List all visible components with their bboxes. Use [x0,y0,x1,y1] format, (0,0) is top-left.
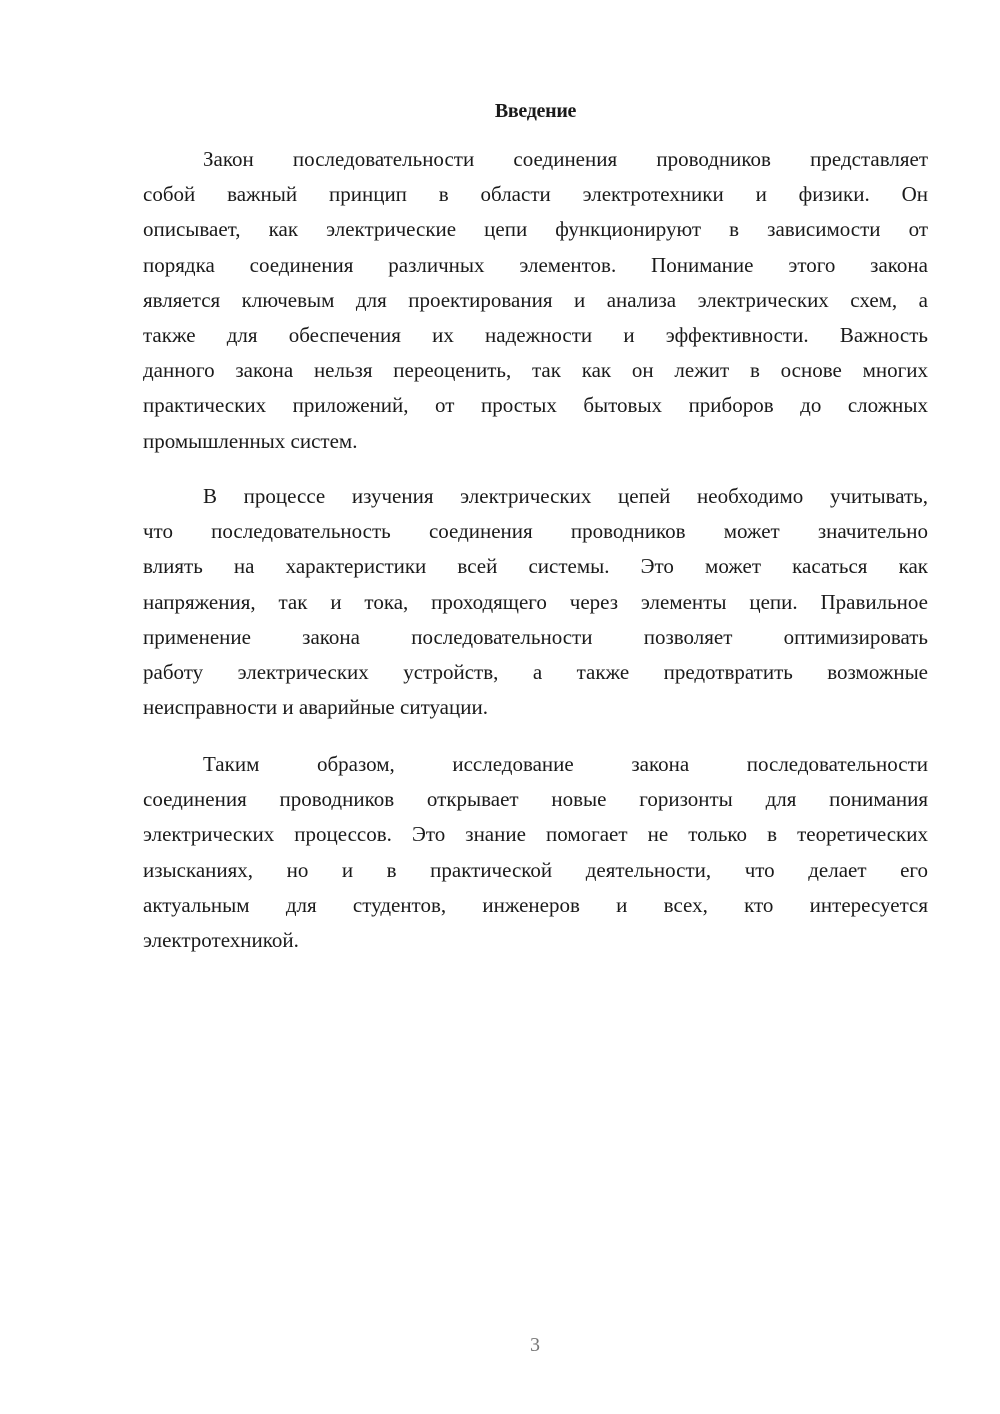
text-line: является ключевым для проектирования и анализа электрических схем, а [143,287,928,312]
page-number: 3 [530,1334,540,1356]
text-line: порядка соединения различных элементов. Понимание этого закона [143,252,928,277]
text-line: электротехникой. [143,927,299,952]
paragraph-1 [143,142,928,459]
text-line: практических приложений, от простых бытовых приборов до сложных [143,393,928,418]
paragraph-3 [143,747,928,958]
text-line: электрических процессов. Это знание помогает не только в теоретических [143,822,928,847]
text-line: собой важный принцип в области электротехники и физики. Он [143,182,928,207]
text-line: соединения проводников открывает новые горизонты для понимания [143,787,928,812]
text-line: Закон последовательности соединения проводников представляет [203,147,928,171]
text-line: В процессе изучения электрических цепей необходимо учитывать, [203,484,928,508]
text-line: напряжения, так и тока, проходящего через элементы цепи. Правильное [143,589,928,614]
text-line: описывает, как электрические цепи функционируют в зависимости от [143,217,928,242]
paragraph-2 [143,479,928,725]
text-line: промышленных систем. [143,428,358,453]
text-line: применение закона последовательности позволяет оптимизировать [143,624,928,649]
text-line: влиять на характеристики всей системы. Это может касаться как [143,554,928,579]
text-line: данного закона нельзя переоценить, так как он лежит в основе многих [143,358,928,383]
text-line: изысканиях, но и в практической деятельности, что делает его [143,857,928,882]
text-line: Таким образом, исследование закона последовательности [203,752,928,776]
text-line: что последовательность соединения проводников может значительно [143,519,928,544]
text-line: актуальным для студентов, инженеров и всех, кто интересуется [143,892,928,917]
section-title: Введение [494,100,577,122]
text-line: также для обеспечения их надежности и эффективности. Важность [143,322,928,347]
text-line: работу электрических устройств, а также предотвратить возможные [143,659,928,684]
text-line: неисправности и аварийные ситуации. [143,695,488,720]
